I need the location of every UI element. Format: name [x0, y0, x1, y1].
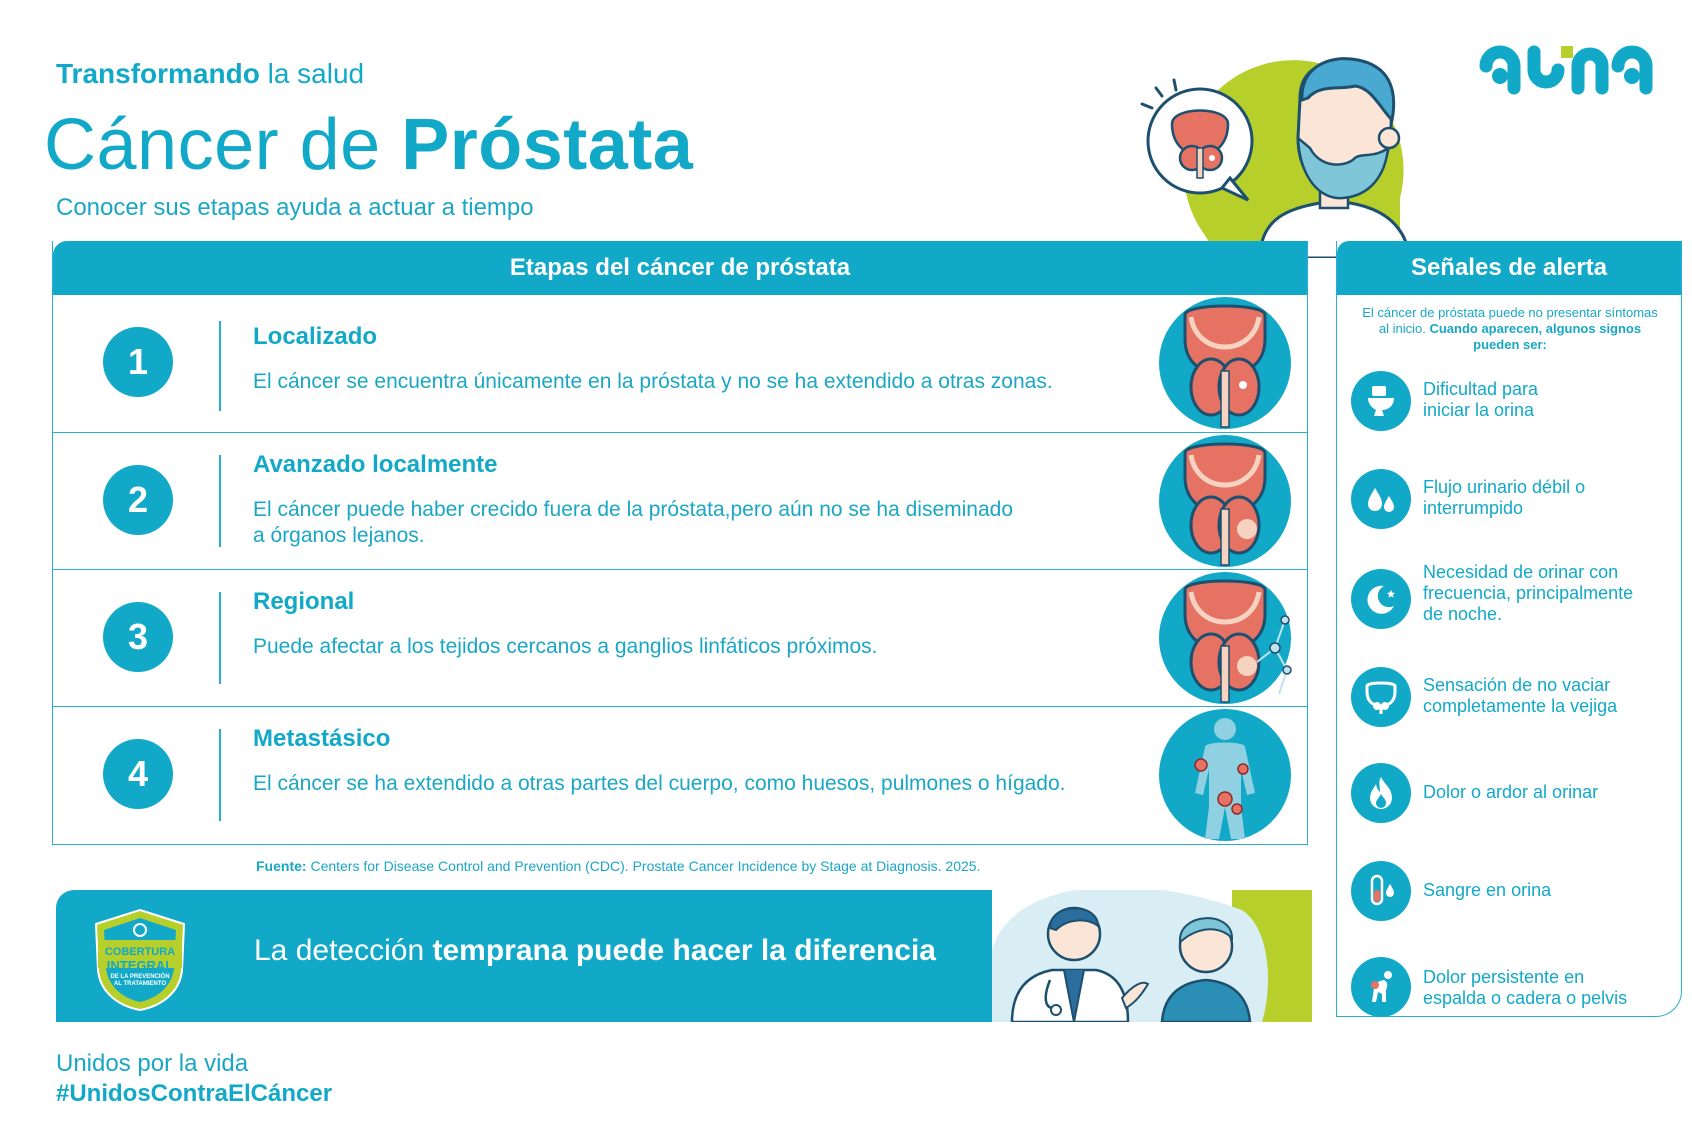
moon-icon [1351, 569, 1411, 629]
doctor-patient-illustration [992, 890, 1312, 1022]
page-title [44, 104, 693, 186]
alert-text-line: iniciar la orina [1423, 400, 1535, 420]
stage-row-2 [53, 432, 1307, 569]
banner-text-light: La detección [254, 934, 433, 967]
warning-signs-panel [1336, 241, 1682, 1017]
prostate-localized-icon [1157, 295, 1293, 431]
alert-item-burning [1351, 761, 1671, 825]
alert-item-urination-difficulty [1351, 369, 1671, 433]
early-detection-banner [56, 890, 1312, 1022]
alert-item-weak-flow [1351, 467, 1671, 531]
alert-text [1423, 967, 1673, 1009]
alert-text-line: completamente la vejiga [1423, 696, 1618, 716]
stage-row-3 [53, 569, 1307, 706]
title-light: Cáncer de [44, 105, 402, 185]
source-text: Centers for Disease Control and Prevention (CDC). Prostate Cancer Incidence by Stage at Diagnosis. 2025. [306, 858, 981, 874]
auna-logo [1472, 36, 1662, 96]
alert-text-line: Flujo urinario débil o [1423, 477, 1586, 497]
prostate-regional-icon [1157, 570, 1293, 706]
alert-item-incomplete-emptying [1351, 665, 1671, 729]
stage-description-2 [253, 497, 1113, 549]
warning-signs-intro [1357, 305, 1663, 353]
stage-number-1: 1 [103, 327, 173, 397]
alert-text-line: Dificultad para [1423, 379, 1539, 399]
back-pain-icon [1351, 957, 1411, 1017]
page-subtitle: Conocer sus etapas ayuda a actuar a tiempo [56, 194, 534, 221]
stages-table [52, 241, 1308, 845]
footer-tagline: Unidos por la vida [56, 1050, 249, 1077]
stage-name-2: Avanzado localmente [253, 451, 498, 478]
stage-row-1 [53, 295, 1307, 432]
body-metastasis-icon [1157, 707, 1293, 843]
stages-heading: Etapas del cáncer de próstata [53, 241, 1307, 295]
badge-line-3: DE LA PREVENCIÓN AL TRATAMIENTO [110, 974, 170, 987]
header-kicker [56, 58, 364, 90]
alert-item-back-pain [1351, 955, 1671, 1019]
stage-description-2-line-2: a órganos lejanos. [253, 524, 425, 547]
intro-bold: Cuando aparecen, algunos signos pueden ser: [1429, 321, 1642, 352]
alert-text-line: Dolor o ardor al orinar [1423, 782, 1599, 802]
hero-illustration [1140, 28, 1420, 258]
alert-text-line: Sensación de no vaciar [1423, 675, 1611, 695]
title-bold: Próstata [401, 105, 694, 185]
stage-number-2: 2 [103, 465, 173, 535]
toilet-icon [1351, 371, 1411, 431]
alert-text-line: Dolor persistente en [1423, 967, 1585, 987]
warning-signs-heading: Señales de alerta [1337, 241, 1681, 295]
alert-text [1423, 782, 1673, 803]
alert-text-line: espalda o cadera o pelvis [1423, 988, 1628, 1008]
source-label: Fuente: [256, 858, 307, 874]
alert-item-blood-in-urine [1351, 859, 1671, 923]
bladder-icon [1351, 667, 1411, 727]
stage-divider [219, 729, 221, 821]
alert-text [1423, 477, 1673, 519]
stage-row-4 [53, 706, 1307, 845]
alert-text-line: frecuencia, principalmente [1423, 583, 1634, 603]
alert-text-line: interrumpido [1423, 498, 1524, 518]
alert-text-line: de noche. [1423, 604, 1503, 624]
badge-line-1: COBERTURA [104, 946, 176, 958]
source-citation [256, 858, 980, 874]
prostate-local-advanced-icon [1157, 433, 1293, 569]
stage-description-2-line-1: El cáncer puede haber crecido fuera de la próstata,pero aún no se ha diseminado [253, 498, 1013, 521]
kicker-bold: Transformando [56, 58, 260, 89]
stage-name-1: Localizado [253, 323, 378, 350]
test-tube-icon [1351, 861, 1411, 921]
alert-text [1423, 562, 1673, 625]
stage-name-4: Metastásico [253, 725, 391, 752]
stage-number-4: 4 [103, 739, 173, 809]
badge-line-2: INTEGRAL [106, 958, 174, 973]
banner-text-bold: temprana puede hacer la diferencia [432, 934, 936, 967]
stage-number-3: 3 [103, 602, 173, 672]
droplets-icon [1351, 469, 1411, 529]
alert-text-line: Necesidad de orinar con [1423, 562, 1619, 582]
stage-divider [219, 455, 221, 547]
flame-icon [1351, 763, 1411, 823]
stage-divider [219, 321, 221, 411]
alert-text [1423, 675, 1673, 717]
banner-message [254, 934, 936, 968]
footer-hashtag: #UnidosContraElCáncer [56, 1080, 333, 1107]
alert-text [1423, 880, 1673, 901]
stage-divider [219, 592, 221, 684]
intro-light: El cáncer de próstata puede no presentar síntomas al inicio. [1362, 305, 1658, 336]
alert-text [1423, 379, 1673, 421]
stage-description-1: El cáncer se encuentra únicamente en la próstata y no se ha extendido a otras zonas. [253, 370, 1053, 393]
alert-text-line: Sangre en orina [1423, 880, 1552, 900]
stage-description-4: El cáncer se ha extendido a otras partes del cuerpo, como huesos, pulmones o hígado. [253, 772, 1066, 795]
stage-name-3: Regional [253, 588, 355, 615]
stage-description-3: Puede afectar a los tejidos cercanos a ganglios linfáticos próximos. [253, 635, 878, 658]
kicker-rest: la salud [259, 58, 365, 89]
alert-item-frequent-urination [1351, 562, 1671, 631]
